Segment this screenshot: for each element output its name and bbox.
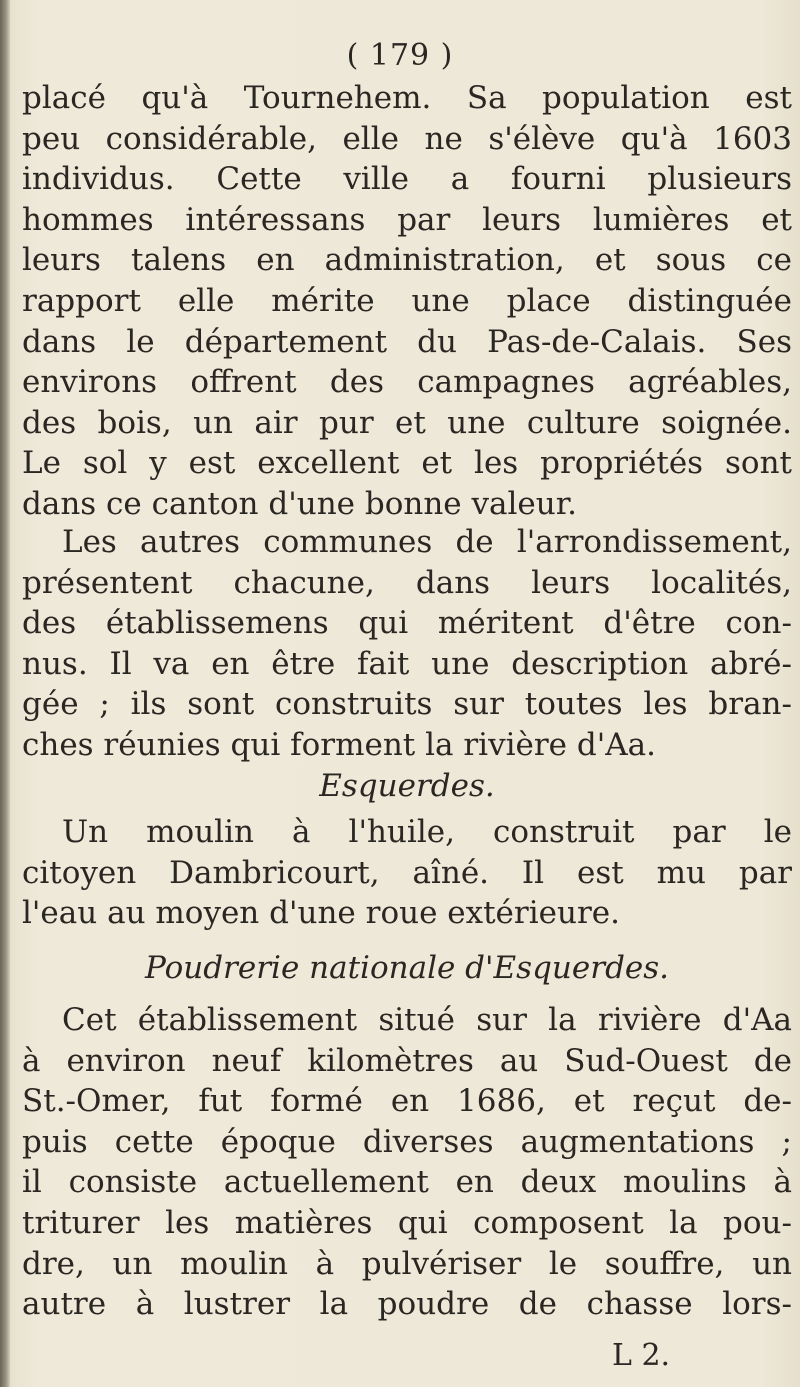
text-line: dre, un moulin à pulvériser le souffre, un xyxy=(22,1245,792,1282)
text-line: peu considérable, elle ne s'élève qu'à 1603 xyxy=(22,120,792,157)
text-line: individus. Cette ville a fourni plusieurs xyxy=(22,161,792,198)
text-line: des établissemens qui méritent d'être con- xyxy=(22,605,792,642)
text-line: leurs talens en administration, et sous ce xyxy=(22,242,792,279)
text-line: triturer les matières qui composent la pou- xyxy=(22,1204,792,1241)
text-line: dans le département du Pas-de-Calais. Ses xyxy=(22,323,792,360)
text-line: rapport elle mérite une place distinguée xyxy=(22,282,792,319)
section-heading-poudrerie xyxy=(22,948,792,989)
text-line: ches réunies qui forment la rivière d'Aa. xyxy=(22,726,656,763)
section-heading-esquerdes xyxy=(22,766,792,807)
text-line: St.-Omer, fut formé en 1686, et reçut de- xyxy=(22,1083,792,1120)
paragraph-1 xyxy=(22,78,792,525)
text-line: citoyen Dambricourt, aîné. Il est mu par xyxy=(22,854,792,891)
text-line: à environ neuf kilomètres au Sud-Ouest de xyxy=(22,1042,792,1079)
text-line: puis cette époque diverses augmentations ; xyxy=(22,1123,792,1160)
page-number-header: ( 179 ) xyxy=(346,38,454,73)
text-line: environs offrent des campagnes agréables, xyxy=(22,364,792,401)
text-line: des bois, un air pur et une culture soignée. xyxy=(22,404,792,441)
page-binding-edge xyxy=(0,0,10,1387)
text-line: placé qu'à Tournehem. Sa population est xyxy=(22,80,792,116)
text-line: gée ; ils sont construits sur toutes les bran- xyxy=(22,686,792,723)
text-line: Un moulin à l'huile, construit par le xyxy=(62,814,792,850)
signature-mark: L 2. xyxy=(612,1338,671,1373)
paragraph-2 xyxy=(22,522,792,766)
section-heading: Poudrerie nationale d'Esquerdes. xyxy=(144,950,670,986)
text-line: hommes intéressans par leurs lumières et xyxy=(22,201,792,238)
text-line: autre à lustrer la poudre de chasse lors- xyxy=(22,1286,792,1323)
text-line: Les autres communes de l'arrondissement, xyxy=(62,524,792,560)
text-line: Cet établissement situé sur la rivière d'Aa xyxy=(62,1002,792,1038)
text-line: nus. Il va en être fait une description abré- xyxy=(22,645,792,682)
text-line: l'eau au moyen d'une roue extérieure. xyxy=(22,895,620,932)
section-heading: Esquerdes. xyxy=(319,768,495,804)
text-line: dans ce canton d'une bonne valeur. xyxy=(22,485,577,522)
text-line: Le sol y est excellent et les propriétés sont xyxy=(22,445,792,482)
text-line: présentent chacune, dans leurs localités, xyxy=(22,564,792,601)
paragraph-3 xyxy=(22,812,792,934)
paragraph-4 xyxy=(22,1000,792,1325)
text-line: il consiste actuellement en deux moulins à xyxy=(22,1164,792,1201)
